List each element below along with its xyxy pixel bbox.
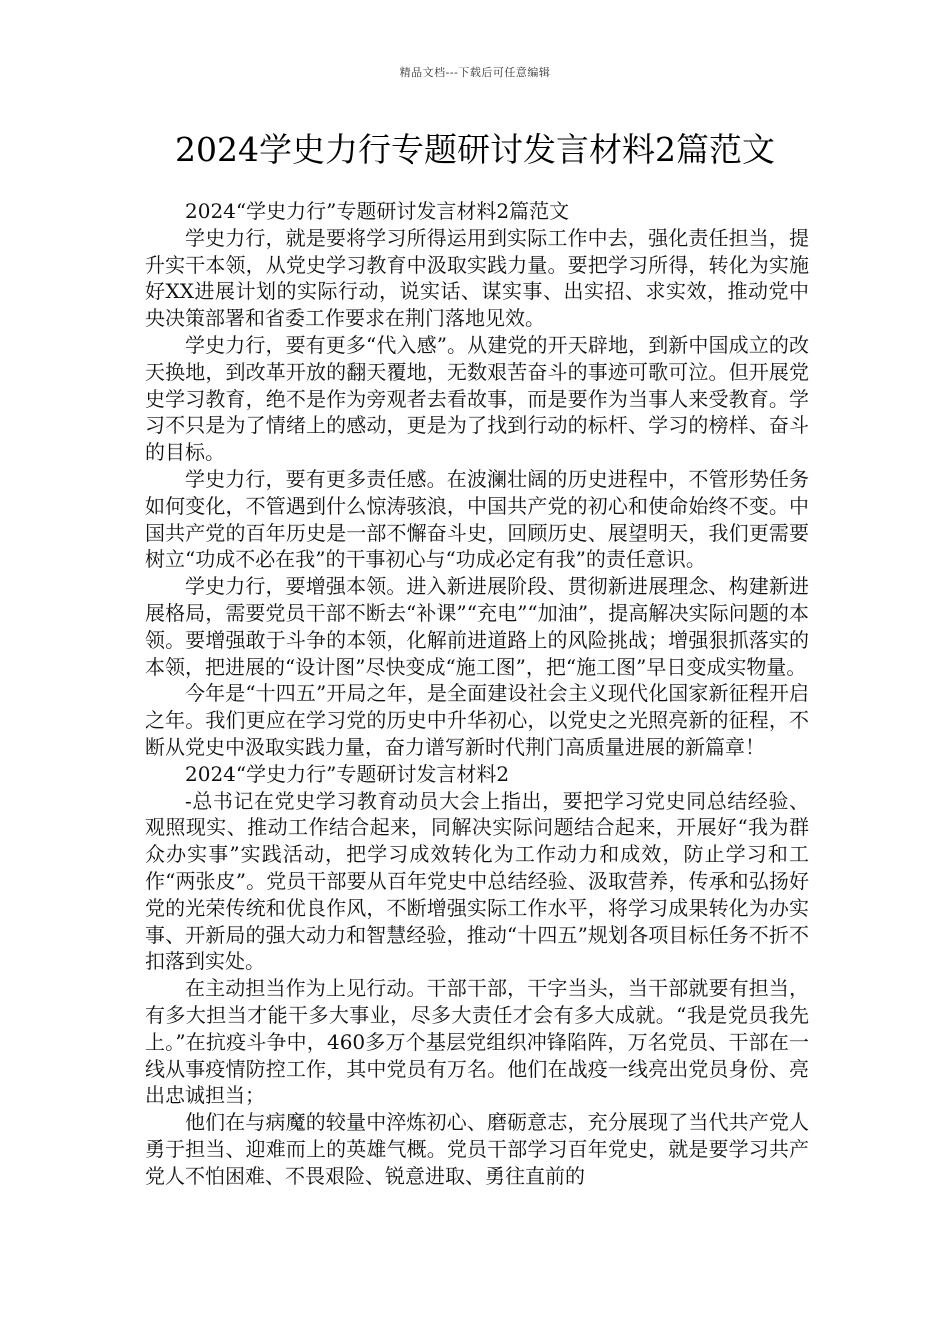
paragraph-subtitle: 2024“学史力行”专题研讨发言材料2篇范文 <box>185 199 570 223</box>
paragraph: 学史力行，要增强本领。进入新进展阶段、贯彻新进展理念、构建新进展格局，需要党员干部不断去“补课”“充电”“加油”，提高解决实际问题的本领。要增强敢于斗争的本领，化解前进道路上的风险挑战；增强狠抓落实的本领，把进展的“设计图”尽快变成“施工图”，把“施工图”早日变成实物量。 <box>145 574 809 679</box>
document-title: 2024学史力行专题研讨发言材料2篇范文 <box>175 130 775 169</box>
paragraph: 他们在与病魔的较量中淬炼初心、磨砺意志，充分展现了当代共产党人勇于担当、迎难而上的英雄气概。党员干部学习百年党史，就是要学习共产党人不怕困难、不畏艰险、锐意进取、勇往直前的 <box>145 1110 809 1188</box>
paragraph: 学史力行，要有更多责任感。在波澜壮阔的历史进程中，不管形势任务如何变化，不管遇到什么惊涛骇浪，中国共产党的初心和使命始终不变。中国共产党的百年历史是一部不懈奋斗史，回顾历史、展望明天，我们更需要树立“功成不必在我”的干事初心与“功成必定有我”的责任意识。 <box>145 466 809 572</box>
paragraph: 学史力行，要有更多“代入感”。从建党的开天辟地，到新中国成立的改天换地，到改革开放的翻天覆地，无数艰苦奋斗的事迹可歌可泣。但开展党史学习教育，绝不是作为旁观者去看故事，而是要作为当事人来受教育。学习不只是为了情绪上的感动，更是为了找到行动的标杆、学习的榜样、奋斗的目标。 <box>145 332 809 465</box>
paragraph-section-heading: 2024“学史力行”专题研讨发言材料2 <box>185 761 510 786</box>
page-header-watermark: 精品文档---下载后可任意编辑 <box>399 66 551 79</box>
paragraph: 在主动担当作为上见行动。干部干部，干字当头，当干部就要有担当，有多大担当才能干多大事业，尽多大责任才会有多大成就。“我是党员我先上。”在抗疫斗争中，460多万个基层党组织冲锋陷阵，万名党员、干部在一线从事疫情防控工作，其中党员有万名。他们在战疫一线亮出党员身份、亮出忠诚担当； <box>145 976 809 1108</box>
document-body <box>145 198 809 1189</box>
paragraph: 学史力行，就是要将学习所得运用到实际工作中去，强化责任担当，提升实干本领，从党史学习教育中汲取实践力量。要把学习所得，转化为实施好XX进展计划的实际行动，说实话、谋实事、出实招、求实效，推动党中央决策部署和省委工作要求在荆门落地见效。 <box>145 225 809 331</box>
paragraph: 今年是“十四五”开局之年，是全面建设社会主义现代化国家新征程开启之年。我们更应在学习党的历史中升华初心，以党史之光照亮新的征程，不断从党史中汲取实践力量，奋力谱写新时代荆门高质量进展的新篇章！ <box>145 681 809 759</box>
paragraph: -总书记在党史学习教育动员大会上指出，要把学习党史同总结经验、观照现实、推动工作结合起来，同解决实际问题结合起来，开展好“我为群众办实事”实践活动，把学习成效转化为工作动力和成效，防止学习和工作“两张皮”。党员干部要从百年党史中总结经验、汲取营养，传承和弘扬好党的光荣传统和优良作风，不断增强实际工作水平，将学习成果转化为办实事、开新局的强大动力和智慧经验，推动“十四五”规划各项目标任务不折不扣落到实处。 <box>145 788 809 974</box>
